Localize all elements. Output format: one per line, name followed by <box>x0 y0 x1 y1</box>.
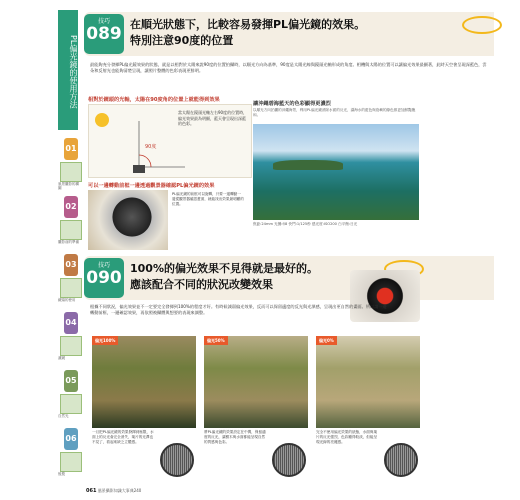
side-caption-03: 鏡頭的使用 <box>58 298 76 302</box>
island-shape <box>273 160 343 170</box>
side-tab-01[interactable]: 01 <box>64 138 78 160</box>
sea-title: 讓沖繩碧海藍天的色彩顯得更濃烈 <box>253 101 331 107</box>
tip-089-badge <box>84 14 124 54</box>
tip-090-number: 090 <box>86 268 122 288</box>
lens-title: 可以一邊轉動前框一邊透過觀景器確認PL偏光鏡的效果 <box>88 183 215 189</box>
side-caption-01: 風景攝影的構圖 <box>58 182 79 190</box>
polarizer-disc-icon <box>160 443 194 477</box>
tip-090-body: 根據不同狀況，偏光效果並不一定要完全發揮到100%的程度才好。有時候減弱偏光效果，反而可以保留適度的反光與光澤感，呈現出更自然的畫面。所以請一邊轉動前框，一邊確認效果，再依照被攝體與想要的表現來調整。 <box>90 304 387 315</box>
side-tab-05[interactable]: 05 <box>64 370 78 392</box>
tree-badge-100: 偏光100% <box>92 336 118 345</box>
diagram-title: 相對於鏡頭的光軸，太陽在90度角的位置上就能得到效果 <box>88 97 220 103</box>
tree-photo-100 <box>92 336 196 428</box>
side-thumb-01 <box>60 162 82 182</box>
side-thumb-06 <box>60 452 82 472</box>
side-thumb-04 <box>60 336 82 356</box>
side-caption-02: 攝影前的準備 <box>58 240 79 244</box>
flourish-icon <box>462 16 502 34</box>
side-thumb-02 <box>60 220 82 240</box>
side-tab-04[interactable]: 04 <box>64 312 78 334</box>
tree-photo-0 <box>316 336 420 428</box>
side-caption-04: 濾鏡 <box>58 356 65 360</box>
tip-090-badge-label: 技巧 <box>97 262 110 269</box>
diagram-note: 當太陽在鏡頭光軸左右90度的位置時，偏光效果最為明顯，藍天會呈現出深藍的色彩。 <box>178 110 248 126</box>
tree-photo-50 <box>204 336 308 428</box>
side-tab-06[interactable]: 06 <box>64 428 78 450</box>
polarizer-disc-icon <box>384 443 418 477</box>
sea-photo <box>253 124 419 220</box>
tip-090-title-line1: 100%的偏光效果不見得就是最好的。 <box>130 262 318 275</box>
tree-badge-0: 偏光0% <box>316 336 337 345</box>
tip-089-title-line2: 特別注意90度的位置 <box>130 34 234 47</box>
tip-090-badge <box>84 258 124 298</box>
angle-label: 90度 <box>145 144 157 150</box>
chapter-label: PL偏光鏡的使用方法 <box>58 10 78 130</box>
tree-badge-50: 偏光50% <box>204 336 228 345</box>
tree-caption-50: 將PL偏光鏡的效果設定在中間，保留適度的反光，讓樹木與水面都能呈現自然的質感與色彩。 <box>204 430 266 444</box>
tree-caption-100: 一旦把PL偏光鏡的效果發揮到極限，水面上的反光會完全消失，葉片的光澤也不見了，看起來缺乏立體感。 <box>92 430 154 444</box>
page-number: 061 <box>86 488 97 494</box>
polarizer-disc-icon <box>272 443 306 477</box>
side-thumb-05 <box>60 394 82 414</box>
book-title: 風景攝影知識大事典240 <box>97 488 142 493</box>
side-tab-02[interactable]: 02 <box>64 196 78 218</box>
tip-089-title-line1: 在順光狀態下，比較容易發揮PL偏光鏡的效果。 <box>130 18 366 31</box>
footer <box>86 488 141 494</box>
lens-photo <box>88 190 168 250</box>
tree-caption-0: 完全不使用偏光效果的狀態，水面與葉片的反光強烈，色彩顯得較淡，但能呈現光線的亮麗感。 <box>316 430 378 444</box>
lens-note: PL偏光鏡的前框可以旋轉，只要一邊轉動一邊從觀景器確認畫面，就能找出效果最明顯的位置。 <box>172 192 244 206</box>
tip-089-body: 最能夠充分發揮PL偏光鏡效果的狀態，就是以相對於太陽來說90度的位置拍攝時，以順光方向為基準，90度是太陽光線與鏡頭光軸形成的角度。相機與太陽的位置可以讓偏光效果最顯著，此時天空會呈現深藍色，雲朵和反射光也能夠清楚呈現，讓照片整體的色彩表現更鮮明。 <box>90 62 487 73</box>
sea-body: 以順光方向拍攝的沖繩海景，利用PL偏光鏡消除水面的反光，讓海水的藍色與島嶼的綠色都更加鮮豔飽和。 <box>253 108 416 117</box>
tip-090-title-line2: 應該配合不同的狀況改變效果 <box>130 278 273 291</box>
side-thumb-03 <box>60 278 82 298</box>
side-caption-06: 後製 <box>58 472 65 476</box>
sea-exif: 焦距:24mm 光圈:f/8 快門:1/125秒 感光度:ISO200 白平衡:日光 <box>253 222 358 226</box>
tip-089-badge-label: 技巧 <box>97 18 110 25</box>
side-tab-03[interactable]: 03 <box>64 254 78 276</box>
tip-089-number: 089 <box>86 24 122 44</box>
side-caption-05: 自然光 <box>58 414 69 418</box>
